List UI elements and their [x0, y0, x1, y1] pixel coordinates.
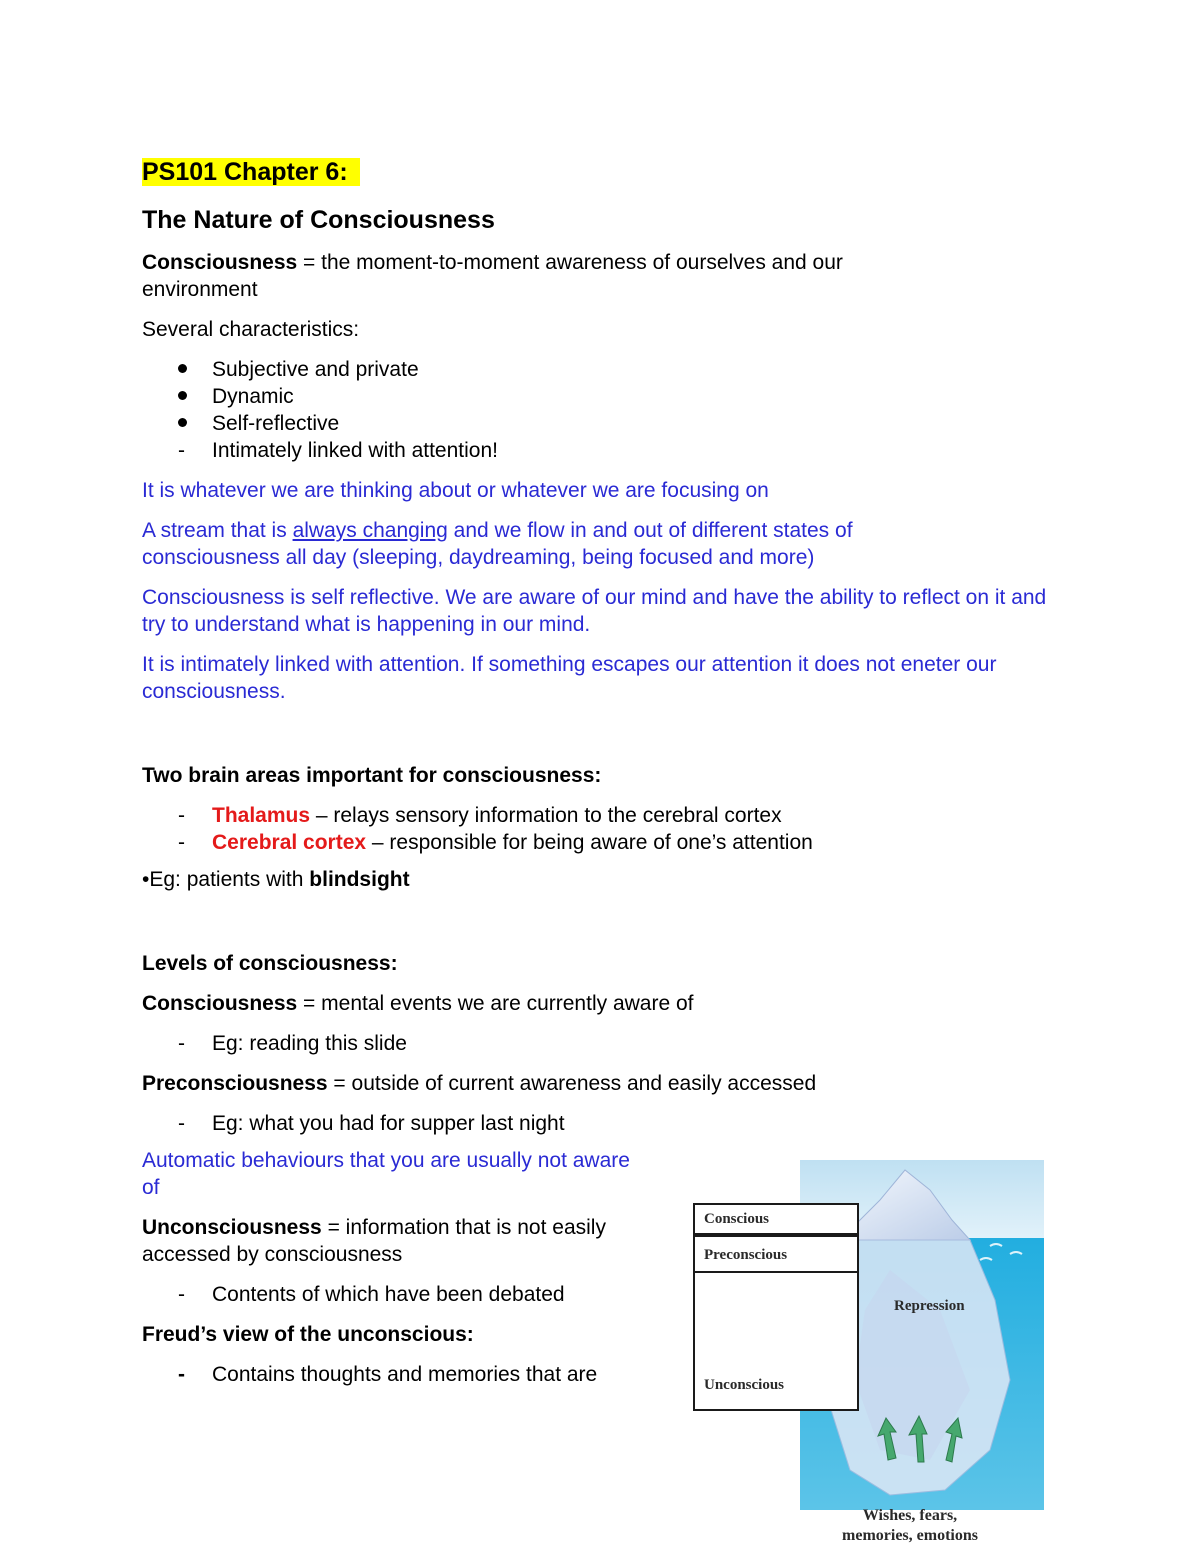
dash-marker: - [178, 1363, 185, 1386]
definition-text: = the moment-to-moment awareness of ourselves and our environment [142, 251, 843, 301]
list-item [142, 383, 1072, 410]
topic-heading: The Nature of Consciousness [142, 206, 495, 234]
unconscious-definition [142, 1214, 612, 1268]
label-conscious: Conscious [704, 1211, 770, 1227]
list-item-text: Eg: what you had for supper last night [212, 1112, 565, 1135]
note-stream-underlined: always changing [292, 519, 448, 542]
preconscious-definition [142, 1070, 1072, 1097]
iceberg-figure [690, 1160, 1046, 1553]
list-item-text: Dynamic [212, 385, 294, 408]
example-bold: blindsight [309, 868, 410, 891]
note-focus: It is whatever we are thinking about or whatever we are focusing on [142, 479, 769, 502]
list-item [142, 1030, 1072, 1057]
brain-text: – responsible for being aware of one’s attention [366, 831, 813, 854]
list-item-text: Contents of which have been debated [212, 1283, 565, 1306]
list-item [142, 356, 1072, 383]
dash-marker: - [178, 831, 185, 854]
chapter-heading [142, 155, 1072, 189]
blindsight-example [142, 866, 1072, 893]
definition-term: Consciousness [142, 251, 298, 274]
term: Preconsciousness [142, 1072, 328, 1095]
brain-list [142, 802, 1072, 856]
term-definition: = outside of current awareness and easily accessed [327, 1072, 817, 1095]
dash-marker: - [178, 1283, 185, 1306]
list-item-text: Intimately linked with attention! [212, 439, 498, 462]
chapter-heading-highlight: PS101 Chapter 6: [142, 158, 360, 186]
brain-term: Cerebral cortex [212, 831, 367, 854]
note-stream-end: and we flow in and out of different states of consciousness all day (sleeping, daydreaming, being focused and more) [142, 519, 853, 569]
note-stream [142, 517, 952, 571]
note-attention: It is intimately linked with attention. If something escapes our attention it does not eneter our consciousness. [142, 653, 997, 703]
bullet-icon [178, 410, 198, 437]
term: Unconsciousness [142, 1216, 322, 1239]
dash-marker: - [178, 804, 185, 827]
iceberg-caption [810, 1506, 1010, 1546]
label-preconscious: Preconscious [704, 1247, 788, 1263]
caption-line: Wishes, fears, [862, 1507, 958, 1524]
characteristics-intro: Several characteristics: [142, 318, 360, 341]
note-self-reflective: Consciousness is self reflective. We are aware of our mind and have the ability to reflect on it and try to understand what is happening in our mind. [142, 586, 1047, 636]
list-item [142, 1110, 1072, 1137]
brain-heading: Two brain areas important for consciousness: [142, 764, 602, 787]
automatic-note: Automatic behaviours that you are usually not aware of [142, 1149, 630, 1199]
term: Consciousness [142, 992, 298, 1015]
definition-paragraph [142, 249, 942, 303]
list-item-text: Eg: reading this slide [212, 1032, 407, 1055]
preconscious-example-list [142, 1110, 1072, 1137]
list-item [142, 829, 1072, 856]
list-item [142, 802, 1072, 829]
caption-line: memories, emotions [842, 1527, 978, 1544]
characteristics-list [142, 356, 1072, 464]
list-item [142, 437, 1072, 464]
brain-term: Thalamus [212, 804, 311, 827]
term-definition: = information that is not easily accessed by consciousness [142, 1216, 606, 1266]
list-item [142, 410, 1072, 437]
label-repression: Repression [894, 1298, 965, 1314]
bullet-icon [178, 356, 198, 383]
brain-text: – relays sensory information to the cerebral cortex [310, 804, 782, 827]
consciousness-example-list [142, 1030, 1072, 1057]
bullet-icon [178, 383, 198, 410]
dash-marker: - [178, 439, 185, 462]
label-unconscious: Unconscious [704, 1377, 785, 1393]
list-item-text: Subjective and private [212, 358, 419, 381]
dash-marker: - [178, 1032, 185, 1055]
note-stream-start: A stream that is [142, 519, 293, 542]
list-item-text: Self-reflective [212, 412, 340, 435]
freud-heading: Freud’s view of the unconscious: [142, 1323, 474, 1346]
dash-marker: - [178, 1112, 185, 1135]
list-item-text: Contains thoughts and memories that are [212, 1363, 598, 1386]
consciousness-definition [142, 990, 1072, 1017]
levels-heading: Levels of consciousness: [142, 952, 398, 975]
term-definition: = mental events we are currently aware of [297, 992, 694, 1015]
example-prefix: •Eg: patients with [142, 868, 310, 891]
